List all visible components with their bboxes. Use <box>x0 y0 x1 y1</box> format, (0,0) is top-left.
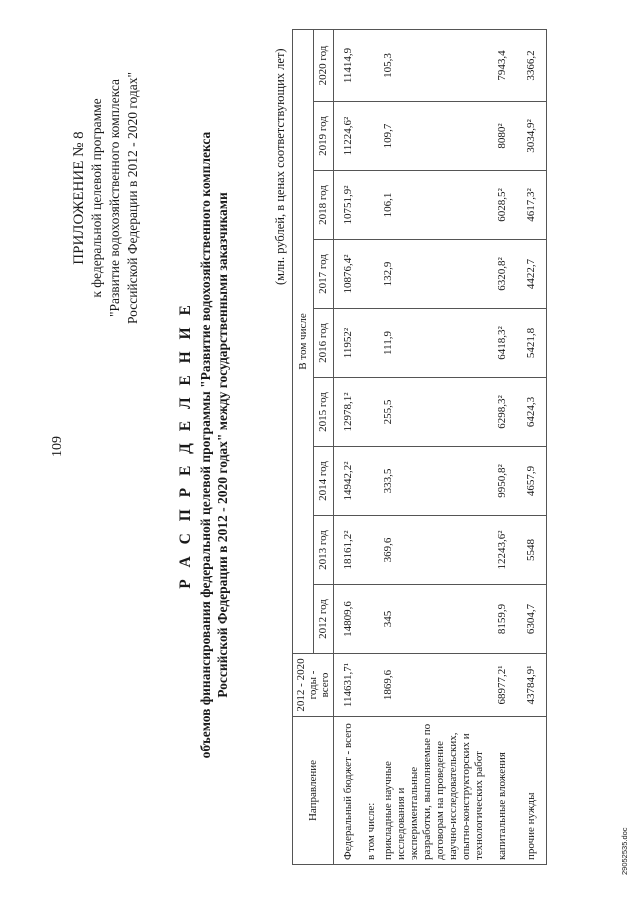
table-row <box>380 29 488 864</box>
year-header: 2013 год <box>313 516 334 585</box>
cell-value <box>363 240 380 309</box>
cell-value <box>363 447 380 516</box>
document-code: 29052535.doc <box>620 827 629 875</box>
year-header: 2020 год <box>313 29 334 101</box>
cell-value: 18161,2² <box>334 516 364 585</box>
row-label: капитальные вложения <box>488 717 517 865</box>
cell-value: 333,5 <box>380 447 488 516</box>
title-heading: Р А С П Р Е Д Е Л Е Н И Е <box>177 301 194 589</box>
cell-value: 369,6 <box>380 516 488 585</box>
year-header: 2018 год <box>313 171 334 240</box>
year-header: 2017 год <box>313 240 334 309</box>
including-header: В том числе <box>293 29 314 653</box>
year-header: 2012 год <box>313 585 334 654</box>
row-label: Федеральный бюджет - всего <box>334 717 364 865</box>
cell-value <box>363 516 380 585</box>
appendix-line: к федеральной целевой программе <box>89 98 104 298</box>
row-label: в том числе: <box>363 717 380 865</box>
cell-value: 6320,8² <box>488 240 517 309</box>
cell-value: 11952² <box>334 309 364 378</box>
financing-table <box>292 29 547 865</box>
cell-value: 4657,9 <box>517 447 547 516</box>
table-row <box>488 29 517 864</box>
cell-total: 1869,6 <box>380 654 488 717</box>
cell-value: 14809,6 <box>334 585 364 654</box>
cell-total: 68977,2¹ <box>488 654 517 717</box>
cell-value: 5421,8 <box>517 309 547 378</box>
cell-value: 5548 <box>517 516 547 585</box>
cell-value: 4617,3² <box>517 171 547 240</box>
cell-value: 3366,2 <box>517 29 547 101</box>
cell-value: 132,9 <box>380 240 488 309</box>
cell-value: 3034,9² <box>517 102 547 171</box>
direction-header: Направление <box>293 717 334 865</box>
year-header: 2019 год <box>313 102 334 171</box>
cell-value <box>363 171 380 240</box>
title-line-2: Российской Федерации в 2012 - 2020 годах" между государственными заказчиками <box>215 192 230 698</box>
cell-value: 6028,5² <box>488 171 517 240</box>
cell-value: 8080² <box>488 102 517 171</box>
units-note: (млн. рублей, в ценах соответствующих лет) <box>273 48 287 285</box>
year-header: 2015 год <box>313 378 334 447</box>
cell-value: 11414,9 <box>334 29 364 101</box>
cell-total <box>363 654 380 717</box>
cell-value: 111,9 <box>380 309 488 378</box>
cell-value: 14942,2² <box>334 447 364 516</box>
cell-total: 43784,9¹ <box>517 654 547 717</box>
row-label: прочие нужды <box>517 717 547 865</box>
cell-value <box>363 29 380 101</box>
cell-value: 106,1 <box>380 171 488 240</box>
appendix-line: Российской Федерации в 2012 - 2020 годах" <box>125 71 140 325</box>
appendix-line: "Развитие водохозяйственного комплекса <box>107 78 122 318</box>
cell-value: 10751,9² <box>334 171 364 240</box>
cell-value <box>363 585 380 654</box>
cell-value: 12243,6² <box>488 516 517 585</box>
cell-value <box>363 309 380 378</box>
title-line-1: объемов финансирования федеральной целевой программы "Развитие водохозяйственного комплекса <box>198 131 213 759</box>
cell-value: 255,5 <box>380 378 488 447</box>
cell-value: 6304,7 <box>517 585 547 654</box>
cell-value: 4422,7 <box>517 240 547 309</box>
total-header: 2012 - 2020 годы - всего <box>293 654 334 717</box>
cell-value: 7943,4 <box>488 29 517 101</box>
table-row <box>334 29 364 864</box>
cell-value: 8159,9 <box>488 585 517 654</box>
cell-value: 109,7 <box>380 102 488 171</box>
cell-total: 114631,7¹ <box>334 654 364 717</box>
cell-value: 10876,4² <box>334 240 364 309</box>
appendix-title: ПРИЛОЖЕНИЕ № 8 <box>71 131 87 265</box>
cell-value: 12978,1² <box>334 378 364 447</box>
table-row <box>517 29 547 864</box>
row-label: прикладные научные исследования и экспериментальные разработки, выполняемые по договорам на проведение научно-исследовательских, опытно-конструкторских и технологических работ <box>380 717 488 865</box>
table-row <box>363 29 380 864</box>
appendix-header <box>70 48 142 348</box>
cell-value: 105,3 <box>380 29 488 101</box>
cell-value <box>363 102 380 171</box>
cell-value: 11224,6² <box>334 102 364 171</box>
year-header: 2016 год <box>313 309 334 378</box>
cell-value: 6418,3² <box>488 309 517 378</box>
cell-value: 6424,3 <box>517 378 547 447</box>
cell-value: 9950,8² <box>488 447 517 516</box>
document-title <box>175 105 231 785</box>
cell-value: 345 <box>380 585 488 654</box>
cell-value <box>363 378 380 447</box>
page-number: 109 <box>50 436 65 457</box>
year-header: 2014 год <box>313 447 334 516</box>
cell-value: 6298,3² <box>488 378 517 447</box>
